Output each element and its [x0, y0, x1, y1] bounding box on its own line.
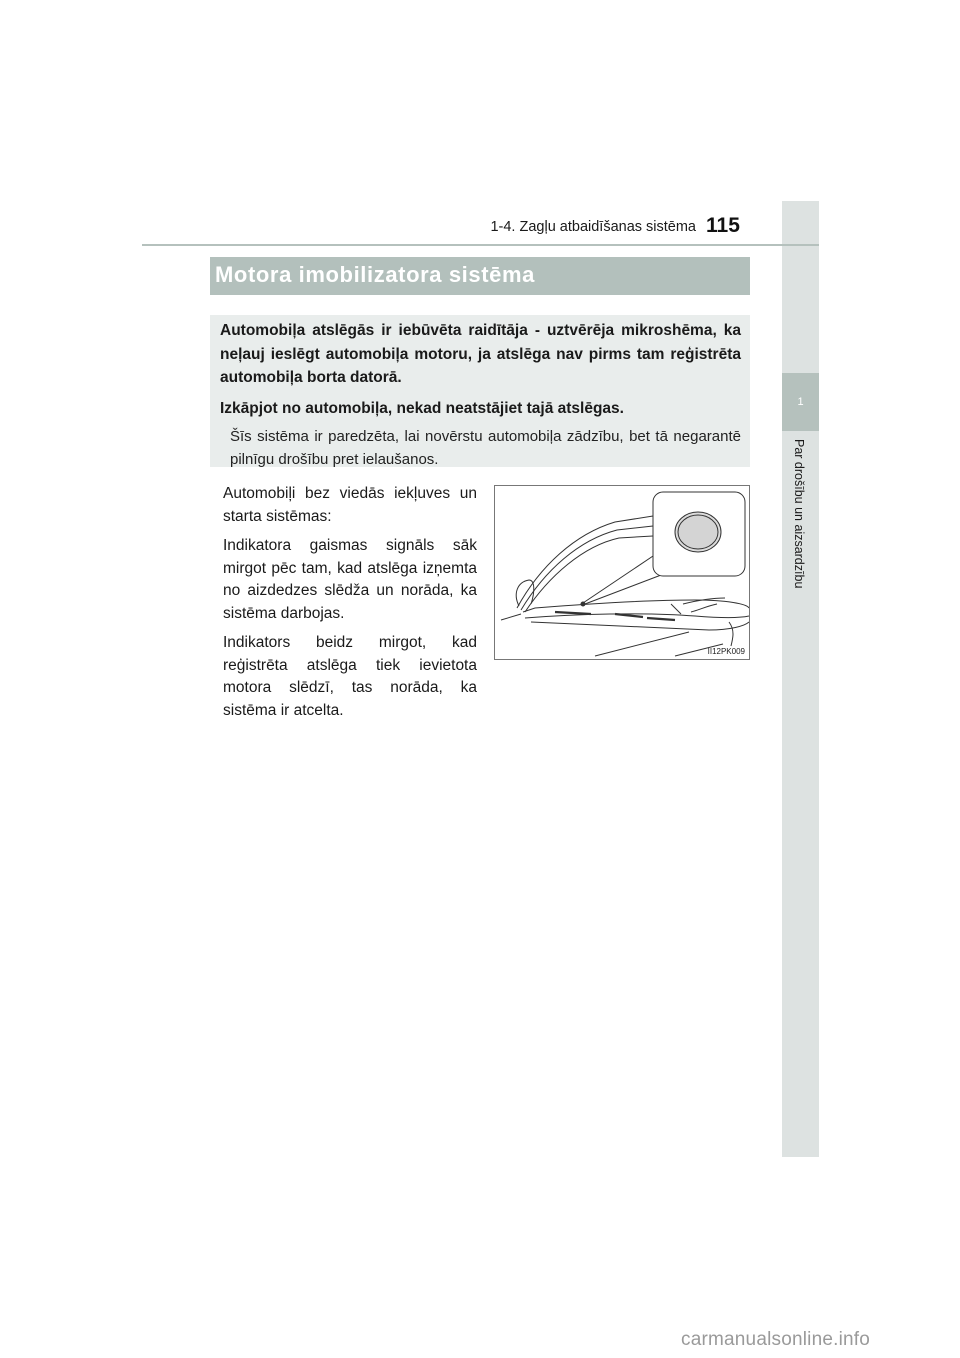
chapter-sidebar — [782, 201, 819, 1157]
summary-note: Šīs sistēma ir paredzēta, lai novērstu automobiļa zādzību, bet tā negarantē pilnīgu drošību pret ielaušanos. — [230, 428, 741, 468]
page-number: 115 — [706, 214, 740, 237]
body-text — [223, 483, 477, 729]
body-paragraph: Indikatora gaismas signāls sāk mirgot pēc tam, kad atslēga izņemta no aizdedzes slēdža un norāda, ka sistēma darbojas. — [223, 537, 477, 622]
section-title: Motora imobilizatora sistēma — [210, 257, 750, 295]
chapter-label: Par drošību un aizsardzību — [792, 439, 806, 589]
chapter-number-tab: 1 — [782, 373, 819, 431]
running-header: 1-4. Zagļu atbaidīšanas sistēma — [490, 219, 696, 235]
body-paragraph: Automobiļi bez viedās iekļuves un starta sistēmas: — [223, 485, 477, 525]
summary-paragraph: Automobiļa atslēgās ir iebūvēta raidītāja - uztvērēja mikroshēma, ka neļauj ieslēgt automobiļa motoru, ja atslēga nav pirms tam reģistrēta automobiļa borta datorā. — [220, 322, 741, 386]
summary-box — [210, 315, 750, 467]
header-divider — [142, 244, 819, 246]
warning-paragraph: Izkāpjot no automobiļa, nekad neatstājiet tajā atslēgas. — [220, 399, 624, 417]
watermark: carmanualsonline.info — [681, 1329, 871, 1350]
windshield-illustration — [494, 485, 750, 660]
body-paragraph: Indikators beidz mirgot, kad reģistrēta atslēga tiek ievietota motora slēdzī, tas norāda, ka sistēma ir atcelta. — [223, 634, 477, 719]
figure-code: II12PK009 — [707, 647, 745, 656]
car-dashboard-illustration — [495, 486, 749, 659]
